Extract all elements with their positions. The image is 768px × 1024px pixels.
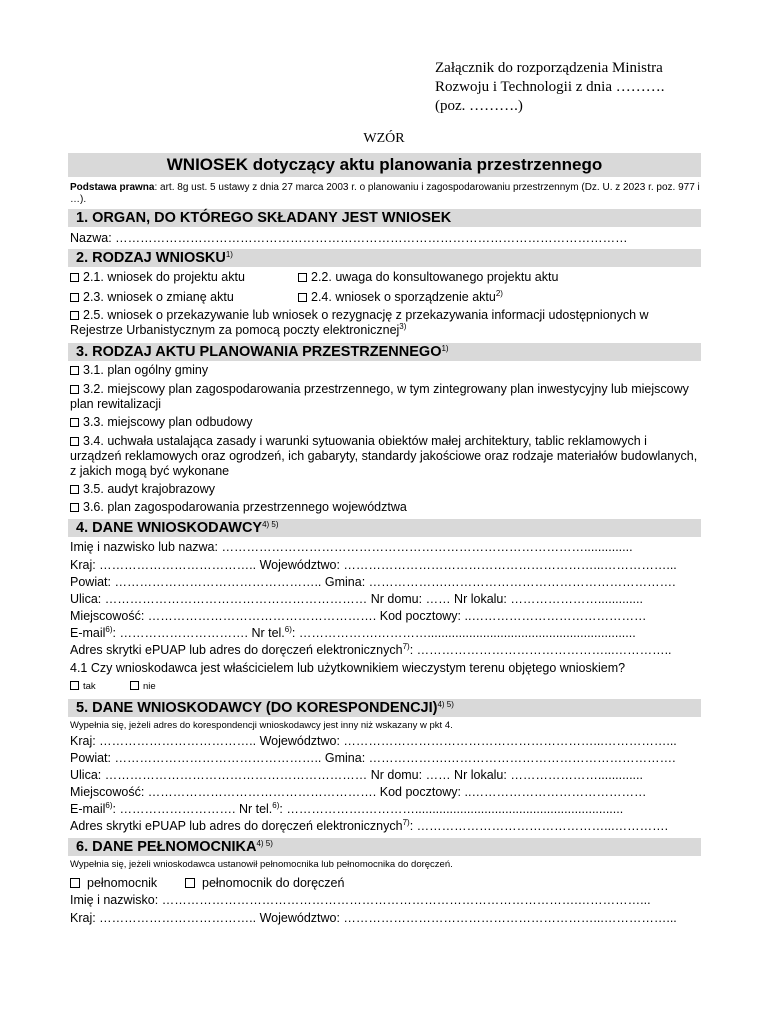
option-3-4[interactable] [70, 434, 698, 479]
corr-phone-footnote: 6) [272, 801, 280, 810]
option-2-5-label: 2.5. wniosek o przekazywanie lub wniosek o rezygnację z przekazywania informacji udostępnionych w Rejestrze Urbanistycznym za pomocą poczty elektronicznej [70, 308, 649, 337]
corr-epuap-label: Adres skrytki ePUAP lub adres do doręczeń elektronicznych [70, 819, 403, 833]
section-3-footnote: 1) [441, 344, 449, 353]
annex-line-2: Rozwoju i Technologii z dnia ………. [435, 79, 665, 95]
answer-yes[interactable] [70, 681, 96, 693]
section-4-title: 4. DANE WNIOSKODAWCY [76, 520, 263, 536]
form-title: WNIOSEK dotyczący aktu planowania przestrzennego [68, 153, 701, 177]
section-4-heading [68, 519, 701, 537]
section-3-heading [68, 343, 701, 361]
option-2-1-label: 2.1. wniosek do projektu aktu [83, 270, 245, 284]
corr-epuap-dots: : ………………………………………...…………. [409, 819, 669, 833]
option-3-2-label: 3.2. miejscowy plan zagospodarowania przestrzennego, w tym zintegrowany plan inwestycyjny lub miejscowy plan rewitalizacji [70, 382, 689, 411]
section-6-title: 6. DANE PEŁNOMOCNIKA [76, 839, 257, 855]
option-3-3[interactable] [70, 415, 253, 430]
legal-basis-text: : art. 8g ust. 5 ustawy z dnia 27 marca 2003 r. o planowaniu i zagospodarowaniu przestrzennym (Dz. U. z 2023 r. poz. 977 i …). [70, 182, 700, 205]
option-2-2[interactable] [298, 270, 558, 285]
option-3-5[interactable] [70, 482, 215, 497]
option-3-1[interactable] [70, 363, 208, 378]
applicant-email-phone-field[interactable] [70, 626, 636, 641]
option-3-3-label: 3.3. miejscowy plan odbudowy [83, 415, 253, 429]
section-2-footnote: 1) [225, 250, 233, 259]
applicant-country-region-field[interactable]: Kraj: ……………………………….. Województwo: ……………………………………………………...……………... [70, 558, 677, 572]
answer-no[interactable] [130, 681, 156, 693]
checkbox-3-2[interactable] [70, 385, 79, 394]
epuap-dots: : ………………………………………...………….. [409, 643, 672, 657]
corr-phone-dots: : ……………….…………............................................................ [279, 802, 624, 816]
option-2-5[interactable] [70, 308, 698, 338]
option-2-2-label: 2.2. uwaga do konsultowanego projektu aktu [311, 270, 559, 284]
email-label: E-mail [70, 626, 106, 640]
corr-email-footnote: 6) [105, 801, 113, 810]
option-3-1-label: 3.1. plan ogólny gminy [83, 363, 209, 377]
applicant-county-commune-field[interactable]: Powiat: ………………………………………….. Gmina: ……………….………………………………………………. [70, 575, 676, 589]
option-2-4-footnote: 2) [495, 289, 503, 298]
attorney-country-region-field[interactable]: Kraj: ……………………………….. Województwo: ……………………………………………………...……………... [70, 911, 677, 925]
annex-line-3: (poz. ……….) [435, 98, 523, 114]
correspondence-email-phone-field[interactable] [70, 802, 623, 817]
legal-basis-label: Podstawa prawna [70, 182, 155, 193]
option-delivery-attorney[interactable] [185, 876, 344, 891]
checkbox-3-6[interactable] [70, 503, 79, 512]
option-3-6-label: 3.6. plan zagospodarowania przestrzennego województwa [83, 500, 407, 514]
option-2-5-footnote: 3) [399, 322, 407, 331]
option-3-6[interactable] [70, 500, 407, 515]
answer-yes-label: tak [83, 681, 96, 692]
section-5-footnote: 4) 5) [437, 700, 454, 709]
ownership-question: 4.1 Czy wnioskodawca jest właścicielem lub użytkownikiem wieczystym terenu objętego wnioskiem? [70, 661, 626, 675]
attorney-name-field[interactable]: Imię i nazwisko: ……………………………………………………………………………………….……………... [70, 893, 651, 907]
checkbox-attorney[interactable] [70, 878, 80, 888]
checkbox-2-3[interactable] [70, 293, 79, 302]
correspondence-country-region-field[interactable]: Kraj: ……………………………….. Województwo: ……………………………………………………...……………... [70, 734, 677, 748]
option-2-3-label: 2.3. wniosek o zmianę aktu [83, 290, 234, 304]
section-5-note: Wypełnia się, jeżeli adres do korespondencji wnioskodawcy jest inny niż wskazany w pkt 4. [70, 720, 453, 731]
answer-no-label: nie [143, 681, 156, 692]
option-2-4[interactable] [298, 290, 503, 305]
correspondence-street-field[interactable]: Ulica: ……………………………………………………… Nr domu: …… Nr lokalu: …………………............. [70, 768, 643, 782]
epuap-label: Adres skrytki ePUAP lub adres do doręczeń elektronicznych [70, 643, 403, 657]
wzor-label: WZÓR [363, 131, 405, 146]
option-3-4-label: 3.4. uchwała ustalająca zasady i warunki sytuowania obiektów małej architektury, tablic reklamowych i urządzeń reklamowych oraz ogrodzeń, ich gabaryty, standardy jakościowe oraz rodzaje materiałów budowlanych, z jakich mogą być wykonane [70, 434, 698, 478]
email-footnote: 6) [105, 625, 113, 634]
correspondence-county-commune-field[interactable]: Powiat: ………………………………………….. Gmina: ……………….………………………………………………. [70, 751, 676, 765]
option-delivery-attorney-label: pełnomocnik do doręczeń [202, 876, 345, 890]
phone-label: : …………………………. Nr tel. [112, 626, 285, 640]
option-attorney[interactable] [70, 876, 157, 891]
checkbox-2-4[interactable] [298, 293, 307, 302]
option-2-4-label: 2.4. wniosek o sporządzenie aktu [311, 290, 496, 304]
section-1-heading [68, 209, 701, 227]
checkbox-yes[interactable] [70, 681, 79, 690]
section-2-title: 2. RODZAJ WNIOSKU [76, 250, 226, 266]
correspondence-epuap-field[interactable] [70, 819, 668, 834]
option-2-3[interactable] [70, 290, 234, 305]
corr-epuap-footnote: 7) [402, 818, 410, 827]
section-4-footnote: 4) 5) [262, 520, 279, 529]
checkbox-3-4[interactable] [70, 437, 79, 446]
option-3-5-label: 3.5. audyt krajobrazowy [83, 482, 216, 496]
epuap-footnote: 7) [402, 642, 410, 651]
section-1-title: 1. ORGAN, DO KTÓREGO SKŁADANY JEST WNIOSEK [76, 210, 452, 226]
applicant-city-postcode-field[interactable]: Miejscowość: ………………………………………………. Kod pocztowy: ..…………………………………… [70, 609, 647, 623]
checkbox-2-2[interactable] [298, 273, 307, 282]
checkbox-2-1[interactable] [70, 273, 79, 282]
section-5-title: 5. DANE WNIOSKODAWCY (DO KORESPONDENCJI) [76, 700, 438, 716]
checkbox-2-5[interactable] [70, 311, 79, 320]
annex-line-1: Załącznik do rozporządzenia Ministra [435, 60, 663, 76]
applicant-name-field[interactable]: Imię i nazwisko lub nazwa: …………………………………………………………………………….............. [70, 540, 633, 554]
section-6-heading [68, 838, 701, 856]
checkbox-3-5[interactable] [70, 485, 79, 494]
checkbox-3-3[interactable] [70, 418, 79, 427]
checkbox-3-1[interactable] [70, 366, 79, 375]
applicant-epuap-field[interactable] [70, 643, 672, 658]
option-3-2[interactable] [70, 382, 698, 412]
section-3-title: 3. RODZAJ AKTU PLANOWANIA PRZESTRZENNEGO [76, 344, 442, 360]
checkbox-no[interactable] [130, 681, 139, 690]
legal-basis [70, 182, 700, 206]
section-2-heading [68, 249, 701, 267]
phone-dots: : ……………….…………............................................................ [291, 626, 636, 640]
option-attorney-label: pełnomocnik [87, 876, 158, 890]
applicant-street-field[interactable]: Ulica: ……………………………………………………… Nr domu: …… Nr lokalu: …………………............. [70, 592, 643, 606]
phone-footnote: 6) [284, 625, 292, 634]
option-2-1[interactable] [70, 270, 245, 285]
correspondence-city-postcode-field[interactable]: Miejscowość: ………………………………………………. Kod pocztowy: ..…………………………………… [70, 785, 647, 799]
corr-phone-label: : ………………………. Nr tel. [112, 802, 273, 816]
section-5-heading [68, 699, 701, 717]
organ-name-field[interactable]: Nazwa: …………………………………………………………………………………………………………… [70, 231, 628, 245]
annex-header [435, 59, 735, 116]
section-6-footnote: 4) 5) [256, 839, 273, 848]
corr-email-label: E-mail [70, 802, 106, 816]
checkbox-delivery-attorney[interactable] [185, 878, 195, 888]
section-6-note: Wypełnia się, jeżeli wnioskodawca ustanowił pełnomocnika lub pełnomocnika do doręczeń. [70, 859, 453, 870]
